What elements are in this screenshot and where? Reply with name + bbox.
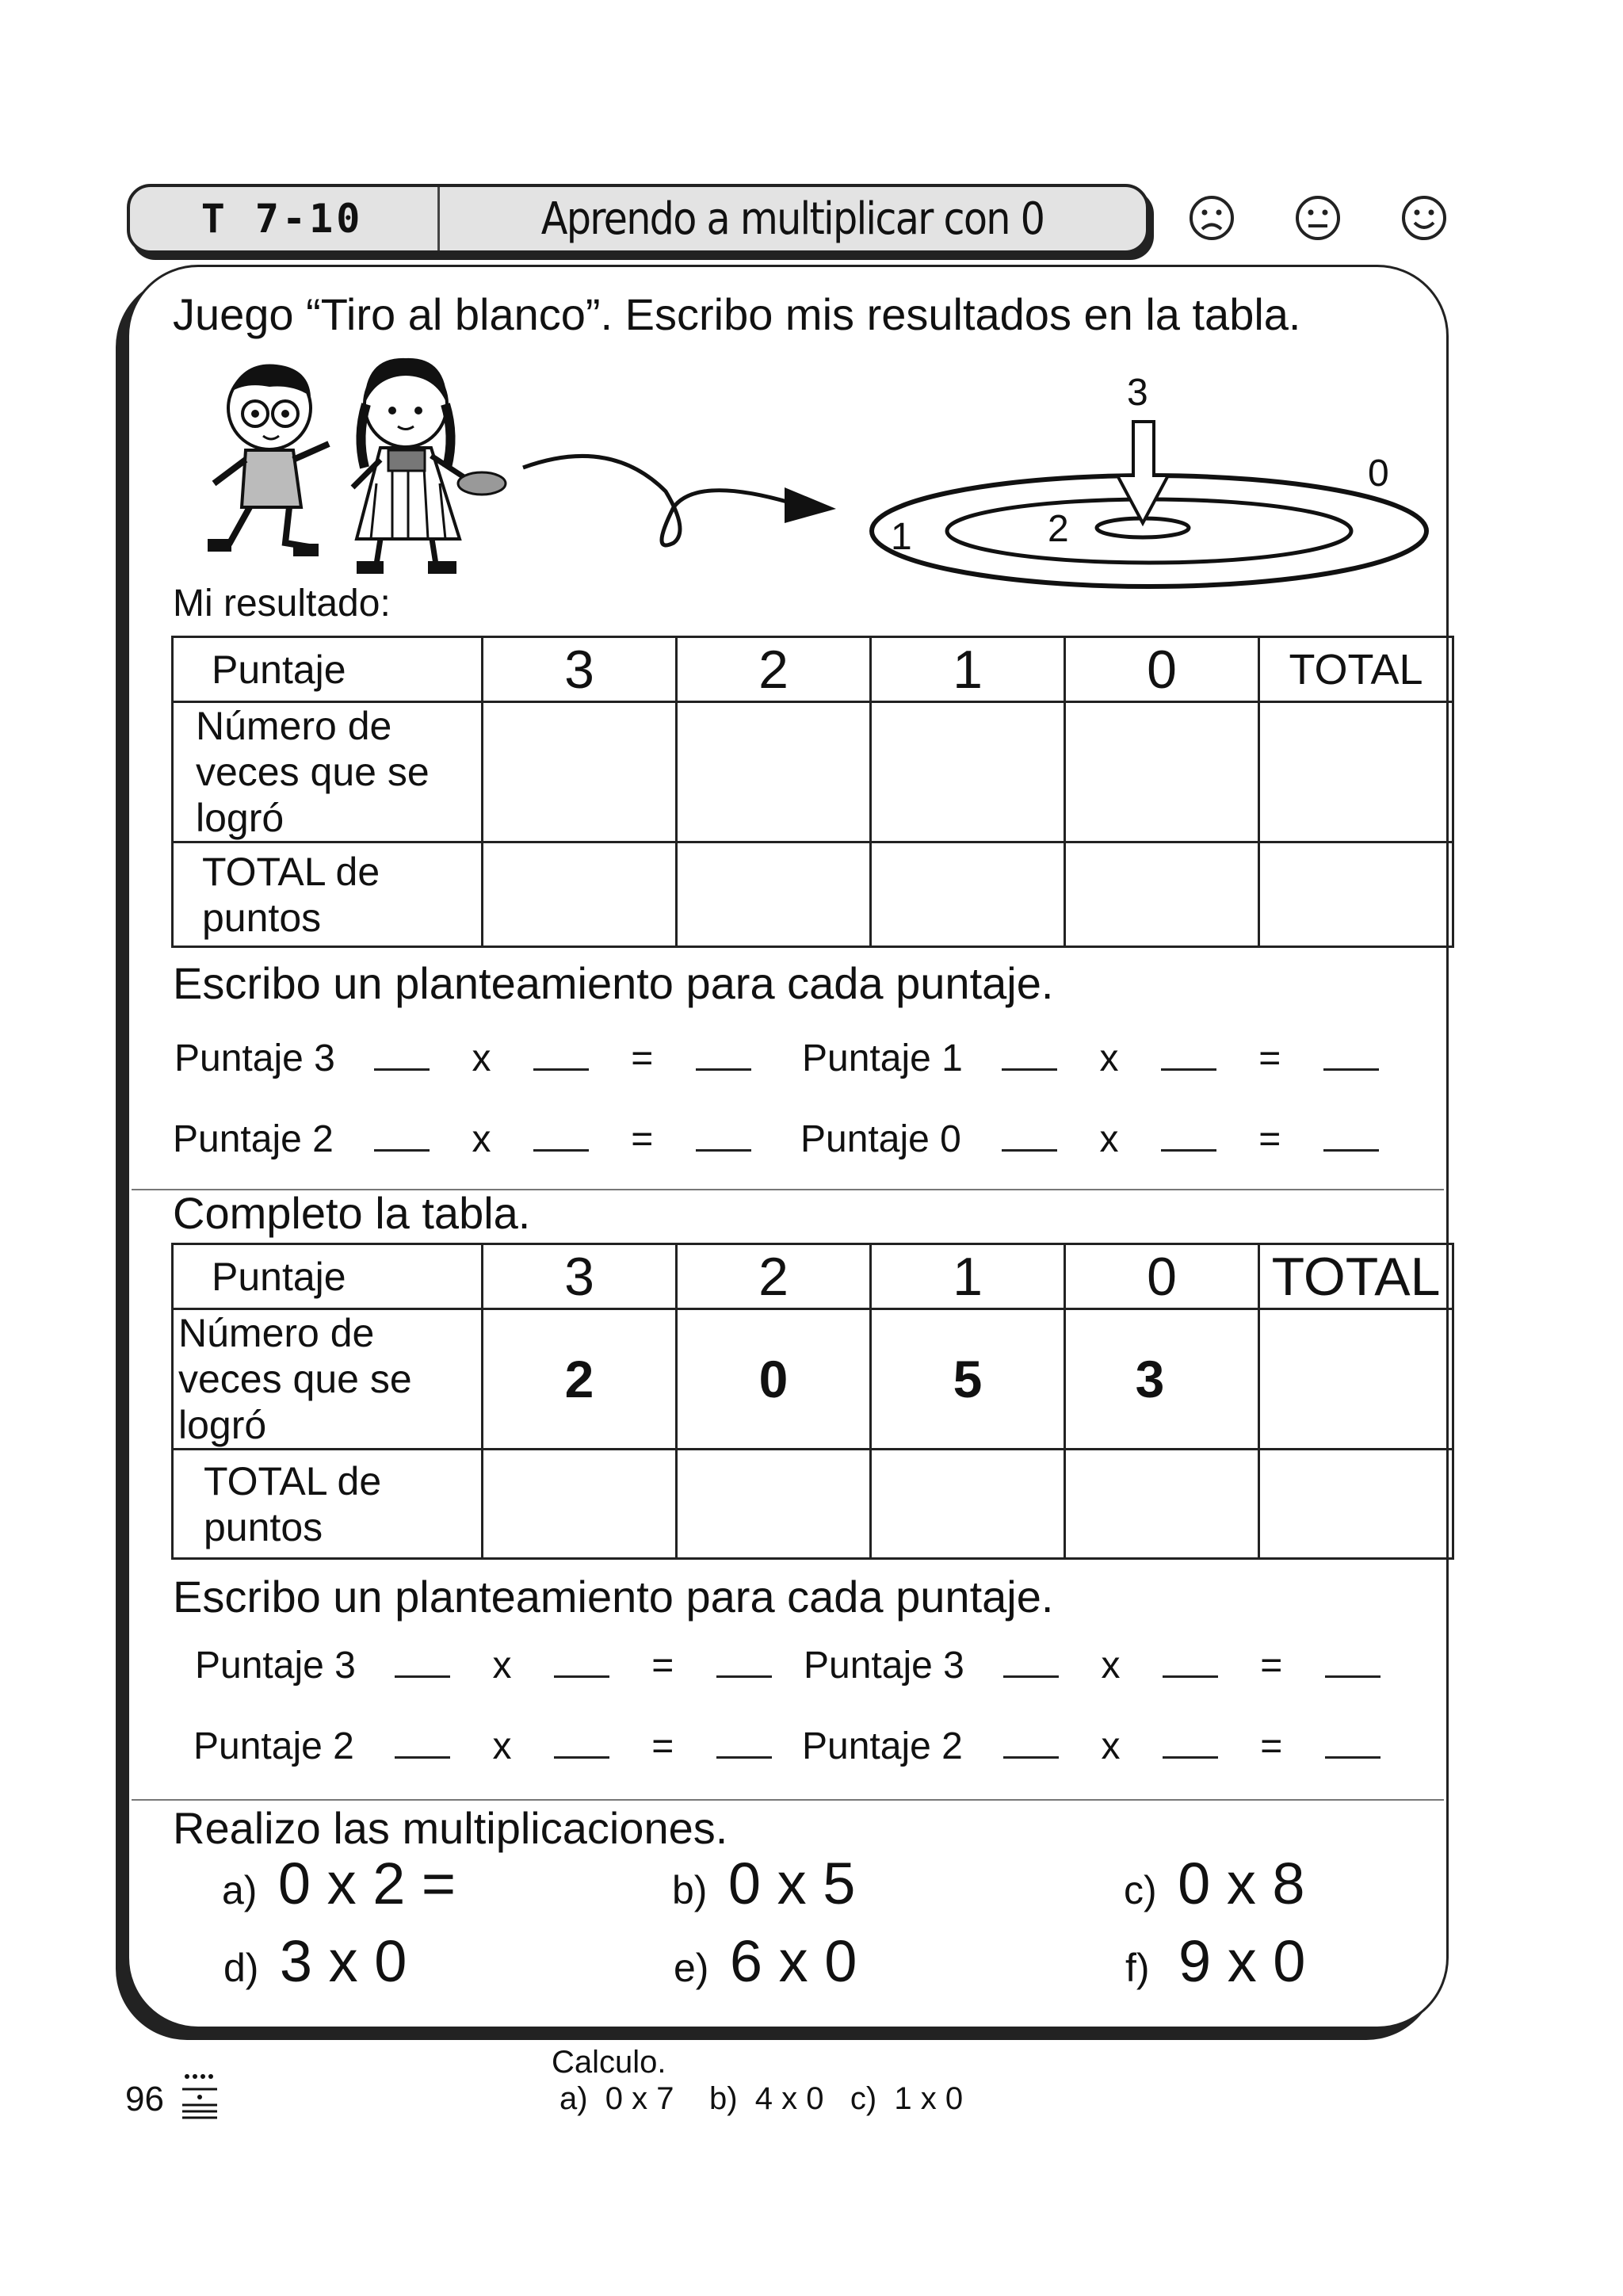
table-cell[interactable] [677, 842, 871, 947]
equation-row [195, 1644, 772, 1687]
item-expression: 0 x 2 = [277, 1851, 456, 1916]
happy-face-icon[interactable] [1401, 195, 1447, 241]
lesson-code: T 7-10 [200, 196, 364, 242]
header-divider [437, 187, 440, 250]
answer-blank[interactable] [1163, 1725, 1218, 1759]
lesson-title: Aprendo a multiplicar con 0 [540, 193, 1044, 245]
times-sign: x [492, 1645, 512, 1687]
answer-blank[interactable] [395, 1644, 450, 1678]
answer-blank[interactable] [1323, 1117, 1379, 1152]
answer-blank[interactable] [395, 1725, 450, 1759]
table-cell[interactable] [871, 702, 1065, 842]
result-label: Mi resultado: [173, 583, 391, 625]
score-2: 2 [677, 1244, 871, 1309]
section-divider [132, 1799, 1444, 1801]
score-3: 3 [483, 637, 677, 702]
item-expression: 0 x 8 [1178, 1851, 1305, 1916]
equals-sign: = [1258, 1037, 1281, 1079]
equation-label: Puntaje 3 [804, 1645, 964, 1687]
item-expression: 3 x 0 [279, 1928, 407, 1994]
table-cell[interactable] [677, 702, 871, 842]
answer-blank[interactable] [1161, 1117, 1216, 1152]
table-cell[interactable] [1065, 842, 1259, 947]
sad-face-icon[interactable] [1189, 195, 1235, 241]
equation-label: Puntaje 3 [195, 1645, 356, 1687]
times-sign: x [492, 1725, 512, 1767]
score-1: 1 [871, 1244, 1065, 1309]
answer-blank[interactable] [1003, 1725, 1059, 1759]
target-label-inner: 1 [891, 516, 912, 558]
item-label: c) [1124, 1868, 1157, 1912]
table-header-label: Puntaje [173, 637, 483, 702]
equation-label: Puntaje 0 [800, 1118, 961, 1160]
item-label: a) [222, 1868, 258, 1912]
section3-instruction: Realizo las multiplicaciones. [173, 1803, 728, 1853]
equation-label: Puntaje 2 [802, 1725, 963, 1767]
answer-blank[interactable] [1325, 1644, 1381, 1678]
item-expression: 9 x 0 [1178, 1928, 1306, 1994]
section2-prompt: Escribo un planteamiento para cada puntaje. [173, 1572, 1054, 1622]
equation-label: Puntaje 1 [802, 1037, 963, 1079]
score-2: 2 [677, 637, 871, 702]
answer-blank[interactable] [1323, 1037, 1379, 1071]
result-table [171, 636, 1454, 948]
row-label-times: Número de veces que se logró [173, 702, 483, 842]
answer-blank[interactable] [533, 1117, 589, 1152]
equals-sign: = [631, 1118, 654, 1160]
equals-sign: = [1260, 1725, 1283, 1767]
equals-sign: = [1260, 1645, 1283, 1687]
times-sign: x [1099, 1118, 1119, 1160]
equation-label: Puntaje 3 [174, 1037, 335, 1079]
table-header-label: Puntaje [173, 1244, 483, 1309]
row-label-points: TOTAL de puntos [173, 1450, 483, 1559]
answer-blank[interactable] [1002, 1037, 1057, 1071]
answer-blank[interactable] [374, 1037, 430, 1071]
table-cell[interactable] [871, 842, 1065, 947]
target-label-center: 3 [1127, 372, 1148, 414]
multiplication-item-f [1125, 1927, 1305, 1995]
score-3: 3 [483, 1244, 677, 1309]
total-header: TOTAL [1259, 1244, 1453, 1309]
page-number: 96 [125, 2080, 164, 2118]
item-label: f) [1125, 1946, 1150, 1990]
row-label-points: TOTAL de puntos [173, 842, 483, 947]
table-cell[interactable] [1065, 1450, 1259, 1559]
answer-blank[interactable] [1003, 1644, 1059, 1678]
times-sign: x [472, 1037, 491, 1079]
answer-blank[interactable] [696, 1037, 751, 1071]
answer-blank[interactable] [1002, 1117, 1057, 1152]
equation-row [800, 1117, 1379, 1161]
answer-blank[interactable] [554, 1644, 609, 1678]
equals-sign: = [631, 1037, 654, 1079]
equation-row [802, 1725, 1381, 1768]
answer-blank[interactable] [1163, 1644, 1218, 1678]
children-illustration [198, 349, 539, 579]
neutral-face-icon[interactable] [1295, 195, 1341, 241]
total-header: TOTAL [1259, 637, 1453, 702]
throw-arrow-icon [515, 444, 848, 555]
equation-row [802, 1037, 1379, 1080]
calc-title: Calculo. [552, 2045, 666, 2080]
complete-table [171, 1243, 1454, 1560]
target-label-middle: 2 [1048, 508, 1069, 550]
multiplication-item-b [672, 1850, 855, 1917]
item-label: b) [672, 1868, 708, 1912]
times-sign: x [1101, 1725, 1121, 1767]
equation-label: Puntaje 2 [193, 1725, 354, 1767]
times-value: 3 [1065, 1309, 1259, 1450]
answer-blank[interactable] [696, 1117, 751, 1152]
item-label: d) [223, 1946, 259, 1990]
item-expression: 6 x 0 [729, 1928, 857, 1994]
times-sign: x [1101, 1645, 1121, 1687]
row-label-times: Número de veces que se logró [173, 1309, 483, 1450]
table-cell[interactable] [1259, 842, 1453, 947]
answer-blank[interactable] [716, 1644, 772, 1678]
equation-row [804, 1644, 1381, 1687]
equation-label: Puntaje 2 [173, 1118, 334, 1160]
table-cell[interactable] [483, 1450, 677, 1559]
equals-sign: = [1258, 1118, 1281, 1160]
answer-blank[interactable] [1325, 1725, 1381, 1759]
equation-row [173, 1117, 751, 1161]
equation-row [174, 1037, 751, 1080]
score-0: 0 [1065, 1244, 1259, 1309]
table-cell[interactable] [483, 842, 677, 947]
answer-blank[interactable] [1161, 1037, 1216, 1071]
table-cell[interactable] [1259, 1309, 1453, 1450]
times-value: 5 [871, 1309, 1065, 1450]
multiplication-item-d [223, 1927, 407, 1995]
times-value: 2 [483, 1309, 677, 1450]
multiplication-item-e [674, 1927, 857, 1995]
equals-sign: = [651, 1645, 674, 1687]
times-sign: x [1099, 1037, 1119, 1079]
equals-sign: = [651, 1725, 674, 1767]
times-sign: x [472, 1118, 491, 1160]
table-cell[interactable] [1259, 702, 1453, 842]
abacus-icon [182, 2072, 217, 2119]
score-1: 1 [871, 637, 1065, 702]
answer-blank[interactable] [533, 1037, 589, 1071]
answer-blank[interactable] [716, 1725, 772, 1759]
item-expression: 0 x 5 [727, 1851, 856, 1916]
section1-instruction: Juego “Tiro al blanco”. Escribo mis resultados en la tabla. [173, 289, 1301, 339]
answer-blank[interactable] [554, 1725, 609, 1759]
score-0: 0 [1065, 637, 1259, 702]
item-label: e) [674, 1946, 709, 1990]
calc-items: a) 0 x 7 b) 4 x 0 c) 1 x 0 [559, 2081, 964, 2116]
target-label-outer: 0 [1368, 453, 1389, 495]
answer-blank[interactable] [374, 1117, 430, 1152]
times-value: 0 [677, 1309, 871, 1450]
table-cell[interactable] [483, 702, 677, 842]
table-cell[interactable] [871, 1450, 1065, 1559]
table-cell[interactable] [1259, 1450, 1453, 1559]
section2-instruction: Completo la tabla. [173, 1188, 531, 1238]
equation-row [193, 1725, 772, 1768]
section1-prompt: Escribo un planteamiento para cada puntaje. [173, 958, 1054, 1008]
table-cell[interactable] [677, 1450, 871, 1559]
multiplication-item-a [222, 1850, 456, 1917]
table-cell[interactable] [1065, 702, 1259, 842]
multiplication-item-c [1124, 1850, 1305, 1917]
